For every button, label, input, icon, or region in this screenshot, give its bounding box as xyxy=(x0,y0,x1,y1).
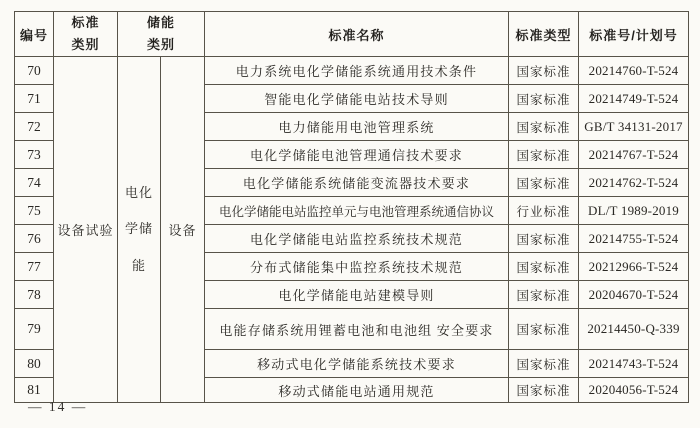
cell-standard-number: 20214767-T-524 xyxy=(579,141,689,169)
cell-standard-type: 国家标准 xyxy=(509,85,579,113)
cell-row-no: 75 xyxy=(15,197,54,225)
cell-standard-number: GB/T 34131-2017 xyxy=(579,113,689,141)
cell-standard-type: 国家标准 xyxy=(509,253,579,281)
cell-row-no: 78 xyxy=(15,281,54,309)
cell-standard-number: 20214749-T-524 xyxy=(579,85,689,113)
header-label-no: 编号 xyxy=(19,27,48,43)
cell-standard-name: 电能存储系统用锂蓄电池和电池组 安全要求 xyxy=(205,309,509,350)
cell-standard-type: 国家标准 xyxy=(509,169,579,197)
cell-standard-name: 电化学储能电站监控单元与电池管理系统通信协议 xyxy=(205,197,509,225)
header-label-number: 标准号/计划号 xyxy=(589,27,678,43)
header-cell-category xyxy=(54,12,118,57)
cell-standard-name: 电化学储能电池管理通信技术要求 xyxy=(205,141,509,169)
header-cell-number xyxy=(579,12,689,57)
cell-standard-name: 电化学储能系统储能变流器技术要求 xyxy=(205,169,509,197)
header-row xyxy=(15,12,689,57)
cell-equipment-merged: 设备 xyxy=(161,57,205,403)
cell-standard-number: 20214743-T-524 xyxy=(579,350,689,378)
cell-row-no: 76 xyxy=(15,225,54,253)
cell-standard-number: 20214755-T-524 xyxy=(579,225,689,253)
cell-standard-number: 20204056-T-524 xyxy=(579,378,689,403)
cell-standard-type: 国家标准 xyxy=(509,350,579,378)
cell-standard-type: 国家标准 xyxy=(509,57,579,85)
cell-row-no: 73 xyxy=(15,141,54,169)
cell-standard-name: 移动式储能电站通用规范 xyxy=(205,378,509,403)
cell-standard-number: 20204670-T-524 xyxy=(579,281,689,309)
table-row xyxy=(15,57,689,85)
cell-standard-type: 国家标准 xyxy=(509,113,579,141)
header-label-type: 标准类型 xyxy=(515,27,572,43)
storage-category-label: 电化学储能 xyxy=(124,185,153,273)
cell-row-no: 80 xyxy=(15,350,54,378)
cell-standard-name: 智能电化学储能电站技术导则 xyxy=(205,85,509,113)
cell-row-no: 72 xyxy=(15,113,54,141)
page-number: — 14 — xyxy=(28,399,88,414)
cell-standard-name: 分布式储能集中监控系统技术规范 xyxy=(205,253,509,281)
standards-table xyxy=(14,11,689,403)
cell-standard-type: 国家标准 xyxy=(509,378,579,403)
header-label-name: 标准名称 xyxy=(328,27,385,43)
cell-standard-name: 移动式电化学储能系统技术要求 xyxy=(205,350,509,378)
cell-storage-category-merged xyxy=(118,57,161,403)
cell-row-no: 74 xyxy=(15,169,54,197)
cell-row-no: 77 xyxy=(15,253,54,281)
cell-standard-type: 国家标准 xyxy=(509,141,579,169)
header-cell-storage-type xyxy=(118,12,205,57)
cell-standard-number: DL/T 1989-2019 xyxy=(579,197,689,225)
cell-row-no: 81 xyxy=(15,378,54,403)
header-cell-no xyxy=(15,12,54,57)
cell-row-no: 71 xyxy=(15,85,54,113)
cell-standard-type: 行业标准 xyxy=(509,197,579,225)
cell-row-no: 70 xyxy=(15,57,54,85)
cell-standard-type: 国家标准 xyxy=(509,281,579,309)
cell-standard-number: 20214450-Q-339 xyxy=(579,309,689,350)
header-cell-name xyxy=(205,12,509,57)
header-cell-type xyxy=(509,12,579,57)
cell-standard-number: 20212966-T-524 xyxy=(579,253,689,281)
cell-standard-number: 20214760-T-524 xyxy=(579,57,689,85)
cell-standard-number: 20214762-T-524 xyxy=(579,169,689,197)
header-label-storage-type: 储能类别 xyxy=(146,15,175,53)
cell-standard-name: 电力储能用电池管理系统 xyxy=(205,113,509,141)
cell-standard-type: 国家标准 xyxy=(509,225,579,253)
header-label-category: 标准类别 xyxy=(71,15,100,53)
cell-standard-name: 电力系统电化学储能系统通用技术条件 xyxy=(205,57,509,85)
cell-row-no: 79 xyxy=(15,309,54,350)
cell-standard-type: 国家标准 xyxy=(509,309,579,350)
cell-standard-name: 电化学储能电站建模导则 xyxy=(205,281,509,309)
cell-standard-name: 电化学储能电站监控系统技术规范 xyxy=(205,225,509,253)
cell-standard-category-merged: 设备试验 xyxy=(54,57,118,403)
